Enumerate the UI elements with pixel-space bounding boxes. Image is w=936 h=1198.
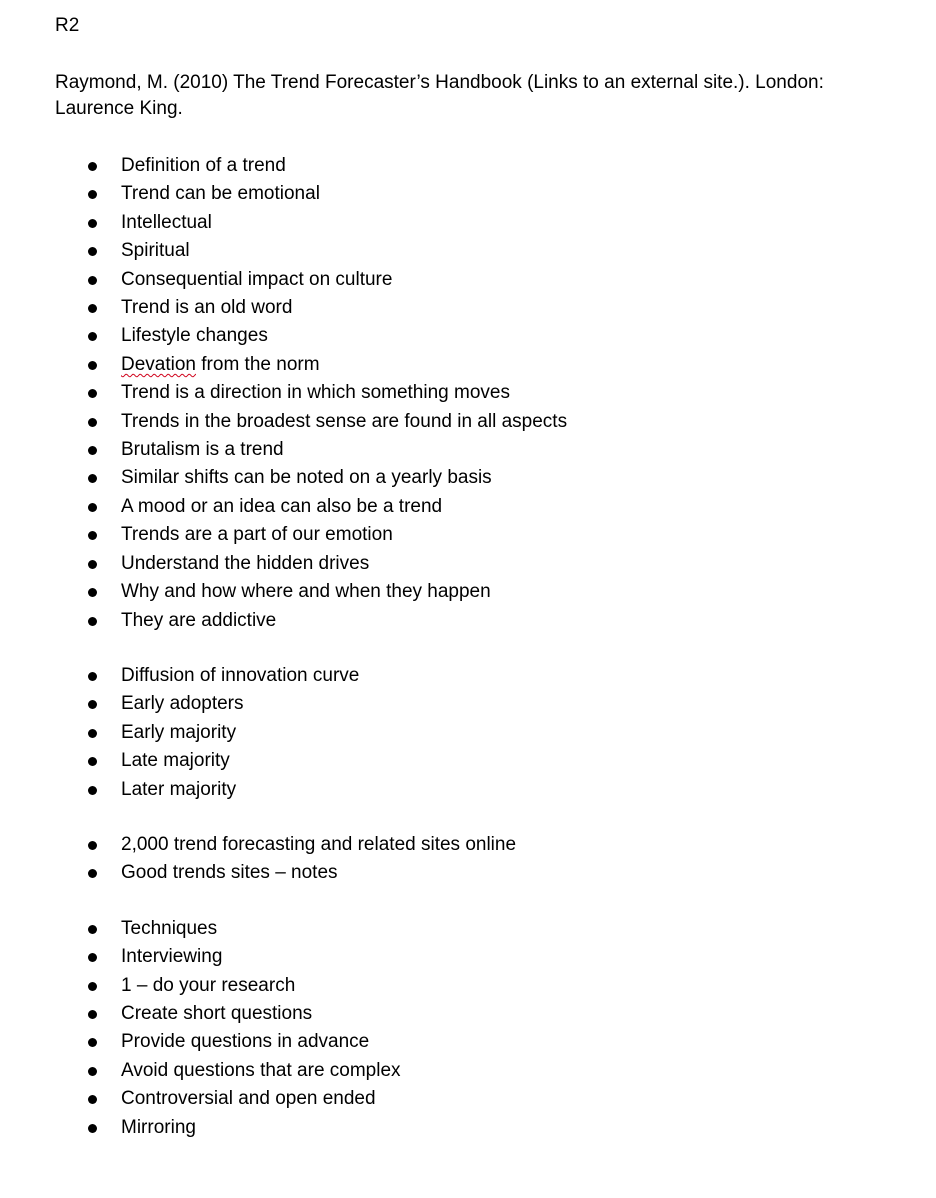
bullet-item [55,180,896,208]
bullet-text: Spiritual [121,240,190,262]
bullet-dot-icon [88,1124,97,1133]
bullet-dot-icon [88,1038,97,1047]
bullet-item [55,294,896,322]
bullet-text: Trends are a part of our emotion [121,524,393,546]
bullet-dot-icon [88,617,97,626]
bullet-dot-icon [88,531,97,540]
bullet-item [55,436,896,464]
bullet-list [55,915,896,1142]
bullet-dot-icon [88,503,97,512]
bullet-dot-icon [88,474,97,483]
bullet-dot-icon [88,1095,97,1104]
bullet-text: from the norm [196,353,320,375]
citation: Raymond, M. (2010) The Trend Forecaster’s Handbook (Links to an external site.). London: Laurence King. [55,72,824,119]
bullet-text: Trend is an old word [121,297,293,319]
bullet-item [55,690,896,718]
bullet-text: Good trends sites – notes [121,862,338,884]
bullet-item [55,1000,896,1028]
bullet-dot-icon [88,162,97,171]
bullet-list [55,662,896,804]
bullet-item [55,943,896,971]
bullet-item [55,379,896,407]
bullet-dot-icon [88,841,97,850]
bullet-text: Diffusion of innovation curve [121,664,360,686]
bullet-text: Mirroring [121,1116,196,1138]
bullet-text: A mood or an idea can also be a trend [121,495,443,517]
bullet-item [55,719,896,747]
bullet-text: Later majority [121,778,237,800]
bullet-text: Consequential impact on culture [121,268,393,290]
bullet-list [55,152,896,635]
bullet-item [55,776,896,804]
bullet-text: Late majority [121,750,230,772]
bullet-dot-icon [88,418,97,427]
bullet-text: Why and how where and when they happen [121,581,491,603]
bullet-item [55,1028,896,1056]
bullet-text: Early adopters [121,693,244,715]
bullet-dot-icon [88,190,97,199]
bullet-item [55,322,896,350]
bullet-item [55,578,896,606]
bullet-text: Provide questions in advance [121,1031,370,1053]
bullet-item [55,237,896,265]
bullet-dot-icon [88,757,97,766]
bullet-text: Avoid questions that are complex [121,1059,401,1081]
bullet-text: Interviewing [121,946,223,968]
bullet-list [55,831,896,888]
bullet-dot-icon [88,700,97,709]
bullet-item [55,266,896,294]
bullet-text: Controversial and open ended [121,1088,376,1110]
bullet-text: 2,000 trend forecasting and related sites online [121,833,517,855]
bullet-dot-icon [88,560,97,569]
bullet-dot-icon [88,1067,97,1076]
bullet-item [55,1114,896,1142]
bullet-item [55,972,896,1000]
bullet-dot-icon [88,247,97,256]
bullet-text: Brutalism is a trend [121,439,284,461]
bullet-dot-icon [88,953,97,962]
bullet-dot-icon [88,588,97,597]
bullet-item [55,493,896,521]
bullet-dot-icon [88,446,97,455]
bullet-text: Understand the hidden drives [121,552,370,574]
bullet-dot-icon [88,304,97,313]
bullet-dot-icon [88,672,97,681]
bullet-dot-icon [88,389,97,398]
bullet-text: 1 – do your research [121,974,296,996]
bullet-text: Definition of a trend [121,155,286,176]
bullet-text: Trend is a direction in which something moves [121,382,510,404]
bullet-item [55,662,896,690]
misspelled-word[interactable]: Devation [121,353,196,375]
bullet-item [55,915,896,943]
bullet-dot-icon [88,332,97,341]
bullet-text: Techniques [121,917,218,939]
page-heading: R2 [55,15,80,36]
bullet-text: They are addictive [121,609,277,631]
bullet-item [55,1085,896,1113]
bullet-dot-icon [88,276,97,285]
bullet-item [55,464,896,492]
bullet-dot-icon [88,361,97,370]
bullet-text: Similar shifts can be noted on a yearly basis [121,467,492,489]
bullet-dot-icon [88,1010,97,1019]
bullet-text: Intellectual [121,211,212,233]
bullet-item [55,1057,896,1085]
bullet-dot-icon [88,219,97,228]
bullet-text: Trend can be emotional [121,183,320,205]
bullet-item [55,408,896,436]
bullet-item [55,209,896,237]
bullet-dot-icon [88,925,97,934]
bullet-item [55,831,896,859]
bullet-groups [55,152,896,1142]
bullet-item [55,607,896,635]
bullet-item [55,521,896,549]
bullet-item [55,747,896,775]
bullet-item [55,152,896,180]
bullet-text: Create short questions [121,1002,313,1024]
bullet-text: Trends in the broadest sense are found in all aspects [121,410,568,432]
bullet-item [55,351,896,379]
bullet-item [55,550,896,578]
bullet-item [55,859,896,887]
bullet-text: Early majority [121,721,237,743]
bullet-dot-icon [88,982,97,991]
bullet-text: Lifestyle changes [121,325,268,347]
bullet-dot-icon [88,786,97,795]
bullet-dot-icon [88,729,97,738]
bullet-dot-icon [88,869,97,878]
